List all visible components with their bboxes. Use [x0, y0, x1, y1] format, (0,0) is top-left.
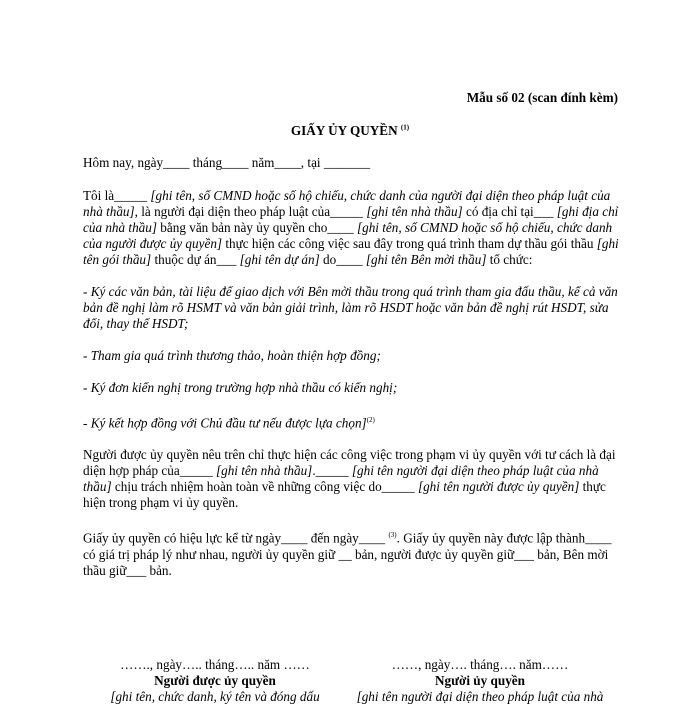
- form-number: Mẫu số 02 (scan đính kèm): [466, 90, 618, 105]
- bullet-1: - Ký các văn bản, tài liệu để giao dịch với Bên mời thầu trong quá trình tham gia đấu thầu, kể cả văn bản đề nghị làm rõ HSMT và văn bản giải trình, làm rõ HSDT hoặc văn bản đề nghị rút HSDT, sửa đổi, thay thế HSDT;: [83, 284, 618, 331]
- title-text: GIẤY ỦY QUYỀN: [290, 123, 398, 138]
- para3-note: (3): [388, 531, 397, 540]
- signature-note: [350, 689, 610, 705]
- para1-d: [ghi tên nhà thầu]: [366, 204, 463, 219]
- para1-h: [ghi tên, số CMND hoặc số hộ chiếu, chức danh của người được ủy quyền]: [83, 220, 613, 251]
- para1-g: bằng văn bản này ủy quyền cho____: [157, 220, 357, 235]
- para1-f: [ghi địa chỉ của nhà thầu]: [83, 204, 619, 235]
- para1-l: [ghi tên dự án]: [239, 252, 320, 267]
- para1-j: [ghi tên gói thầu]: [83, 236, 619, 267]
- para1-c: , là người đại diện theo pháp luật của_____: [134, 204, 367, 219]
- para1-b: [ghi tên, số CMND hoặc số hộ chiếu, chức danh của người đại diện theo pháp luật của nhà thầu]: [83, 188, 611, 219]
- para1-e: có địa chỉ tại___: [462, 204, 557, 219]
- scope-paragraph: [83, 447, 621, 511]
- para2-g: thực hiện trong phạm vi ủy quyền.: [83, 479, 606, 511]
- document-body: [83, 155, 621, 595]
- signature-note-text: [ghi tên người đại diện theo pháp luật của nhà: [356, 689, 604, 704]
- para2-b: [ghi tên nhà thầu]: [215, 463, 313, 479]
- document-title: [0, 123, 700, 139]
- bullet-4: - Ký kết hợp đồng với Chủ đầu tư nếu được lựa chọn]: [83, 415, 367, 431]
- bullet-item: [83, 284, 621, 332]
- para1-o: tổ chức:: [486, 252, 533, 267]
- bullet-4-note: (2): [366, 416, 375, 424]
- para2-e: chịu trách nhiệm hoàn toàn về những công việc do_____: [111, 479, 418, 495]
- bullet-item: [83, 348, 621, 364]
- signature-block-authorized: [85, 657, 345, 705]
- signature-date: ……, ngày…. tháng…. năm……: [391, 657, 569, 672]
- intro-line: Hôm nay, ngày____ tháng____ năm____, tại _______: [83, 155, 371, 170]
- signature-role: Người ủy quyền: [435, 673, 525, 688]
- title-note: (1): [400, 123, 410, 132]
- para1-k: thuộc dự án___: [151, 252, 240, 267]
- signature-block-authorizer: [350, 657, 610, 705]
- signature-date: ……., ngày….. tháng….. năm ……: [120, 657, 310, 672]
- signature-role: Người được ủy quyền: [154, 673, 276, 688]
- validity-paragraph: [83, 527, 621, 578]
- para1-n: [ghi tên Bên mời thầu]: [365, 252, 487, 267]
- para2-f: [ghi tên người được ủy quyền]: [417, 479, 580, 495]
- authorization-paragraph: [83, 188, 621, 268]
- signature-note-text: [ghi tên, chức danh, ký tên và đóng dấu: [110, 689, 320, 704]
- bullet-item: [83, 412, 621, 431]
- para3-a: Giấy ủy quyền có hiệu lực kể từ ngày____ đến ngày____: [83, 530, 389, 546]
- bullet-item: [83, 380, 621, 396]
- para2-a: Người được ủy quyền nêu trên chỉ thực hiện các công việc trong phạm vi ủy quyền với tư cách là đại diện hợp pháp của_____: [83, 447, 616, 479]
- para3-b: . Giấy ủy quyền này được lập thành____ có giá trị pháp lý như nhau, người ủy quyền giữ __ bản, người được ủy quyền giữ___ bản, Bên mời thầu giữ___ bản.: [83, 530, 612, 578]
- para2-d: [ghi tên người đại diện theo pháp luật của nhà thầu]: [83, 463, 599, 495]
- para1-m: do____: [319, 252, 366, 267]
- bullet-3: - Ký đơn kiến nghị trong trường hợp nhà thầu có kiến nghị;: [83, 380, 398, 395]
- para1-a: Tôi là_____: [83, 188, 151, 203]
- para2-c: ._____: [312, 463, 352, 479]
- signature-note: [85, 689, 345, 705]
- bullet-2: - Tham gia quá trình thương thảo, hoàn thiện hợp đồng;: [83, 348, 381, 363]
- para1-i: thực hiện các công việc sau đây trong quá trình tham dự thầu gói thầu: [222, 236, 597, 251]
